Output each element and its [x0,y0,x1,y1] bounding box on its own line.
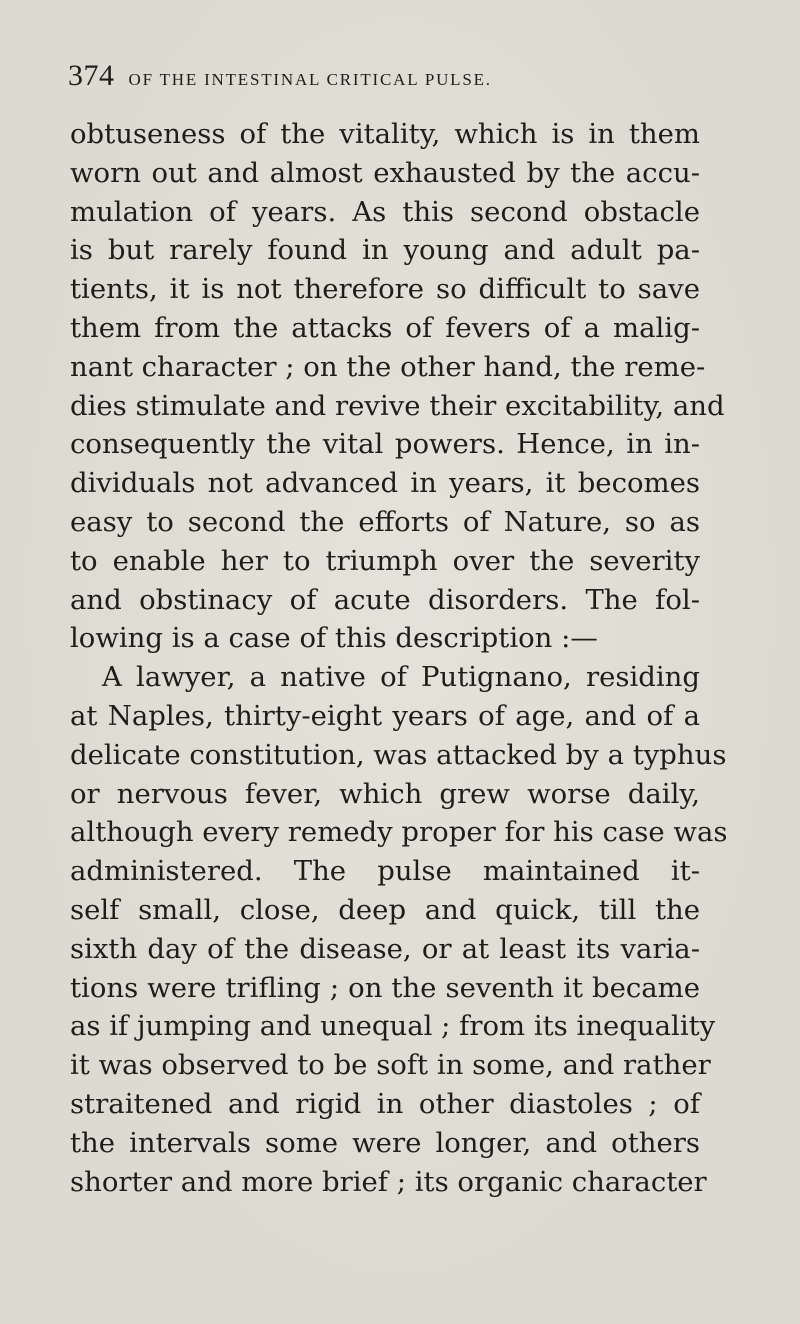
text-line: consequently the vital powers. Hence, in in- [70,428,700,461]
text-line: shorter and more brief ; its organic character [70,1165,707,1198]
text-line: to enable her to triumph over the severity [70,544,700,577]
text-line: is but rarely found in young and adult pa- [70,234,700,267]
page-header [68,58,728,94]
text-line: administered. The pulse maintained it- [70,855,700,888]
text-line: self small, close, deep and quick, till the [70,893,700,926]
text-line: the intervals some were longer, and others [70,1126,700,1159]
text-line: lowing is a case of this description :— [70,622,598,655]
text-line: worn out and almost exhausted by the accu- [70,156,700,189]
page-number: 374 [68,59,115,92]
text-line: it was observed to be soft in some, and rather [70,1049,711,1082]
running-title: OF THE INTESTINAL CRITICAL PULSE. [128,70,492,89]
text-line: delicate constitution, was attacked by a typhus [70,738,727,771]
paragraph-start-line: A lawyer, a native of Putignano, residing [102,661,700,694]
text-line: obtuseness of the vitality, which is in them [70,118,700,150]
text-line: them from the attacks of fevers of a malig- [70,311,700,344]
text-line: nant character ; on the other hand, the reme- [70,350,706,383]
body-text [70,115,728,1201]
text-line: sixth day of the disease, or at least its varia- [70,932,700,965]
text-line: and obstinacy of acute disorders. The fol- [70,583,700,616]
text-line: at Naples, thirty-eight years of age, and of a [70,699,700,732]
text-line: or nervous fever, which grew worse daily, [70,777,700,810]
text-line: tions were trifling ; on the seventh it became [70,971,700,1004]
text-line: although every remedy proper for his case was [70,816,728,849]
text-line: dies stimulate and revive their excitability, and [70,389,725,422]
text-line: easy to second the efforts of Nature, so as [70,505,700,538]
text-line: mulation of years. As this second obstacle [70,195,700,228]
text-line: as if jumping and unequal ; from its inequality [70,1010,716,1043]
text-line: straitened and rigid in other diastoles ; of [70,1087,700,1120]
text-line: dividuals not advanced in years, it becomes [70,467,700,500]
text-line: tients, it is not therefore so difficult to save [70,273,700,306]
